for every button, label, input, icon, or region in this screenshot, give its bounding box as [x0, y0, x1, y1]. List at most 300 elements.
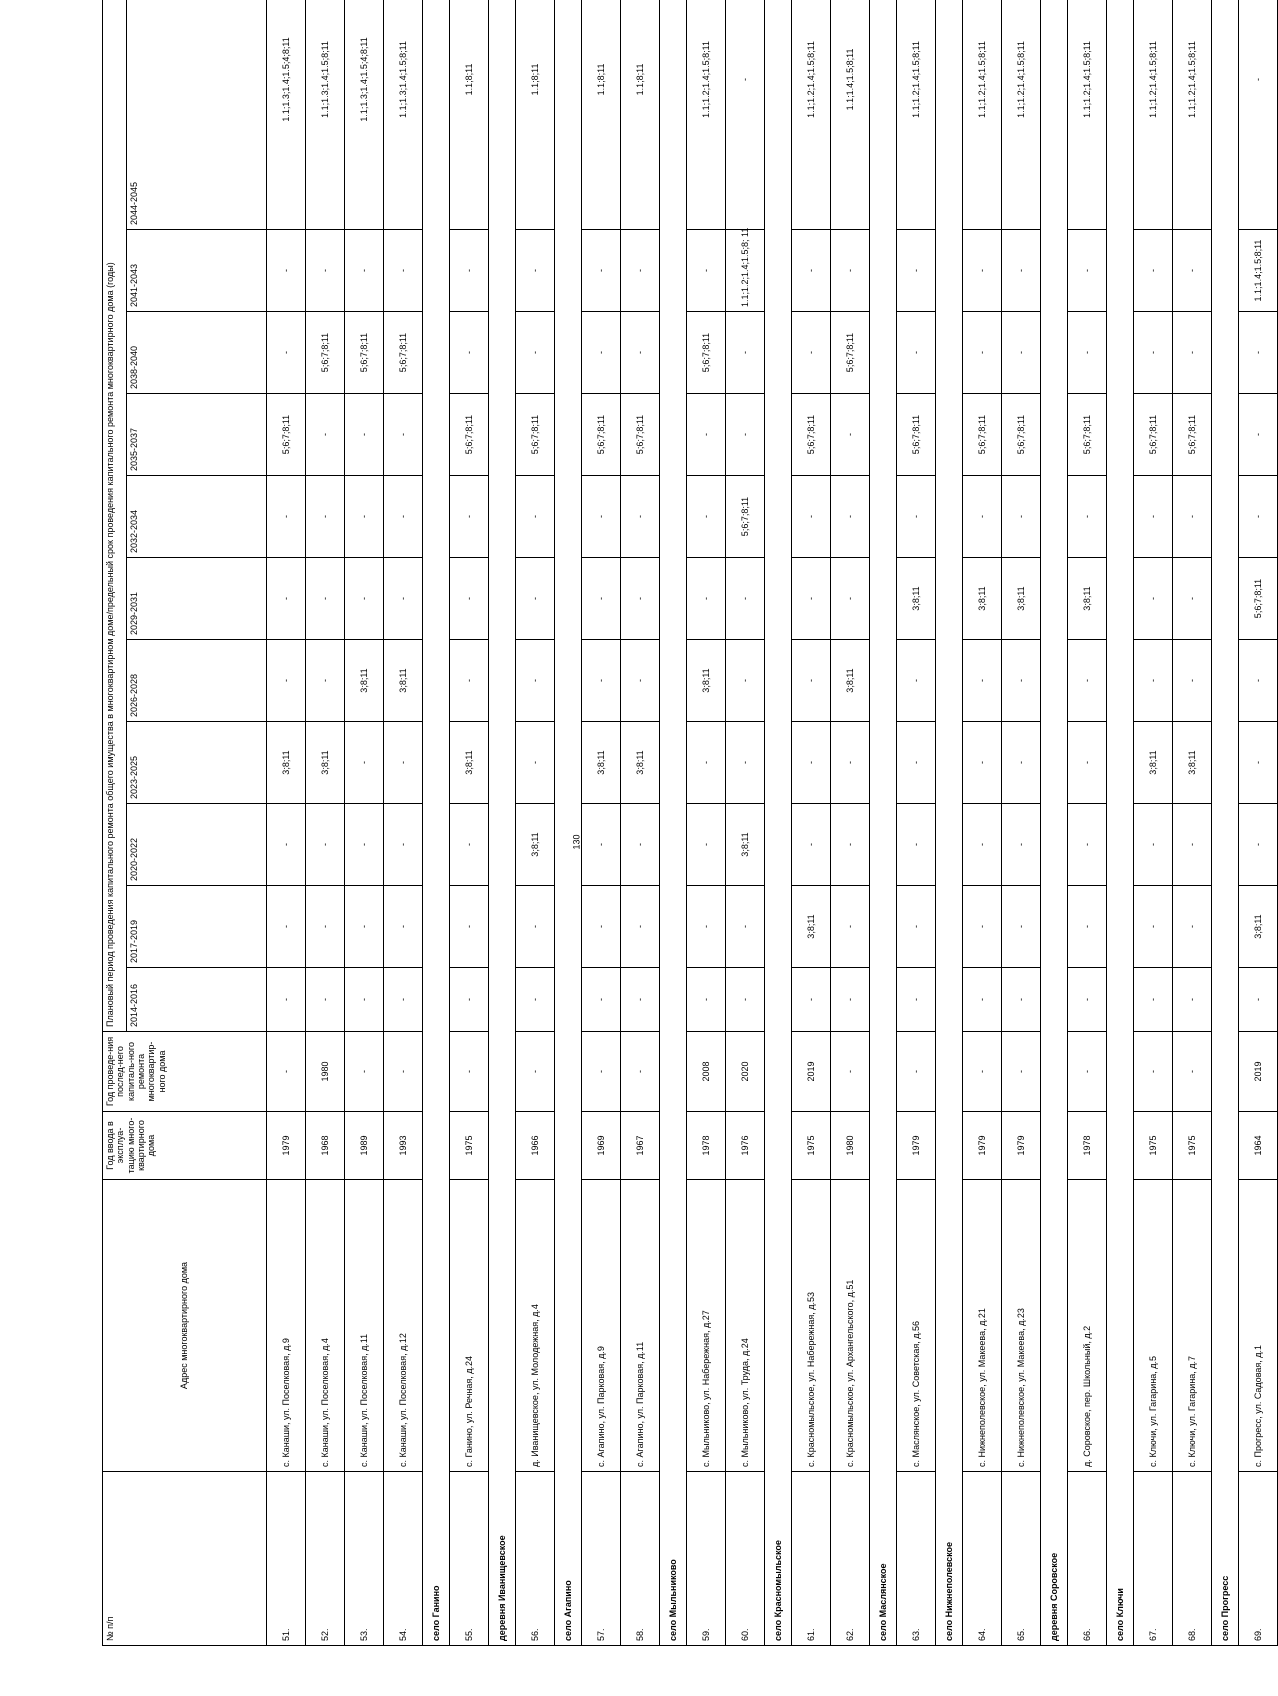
period-value: 3;8;11 — [1068, 558, 1107, 640]
period-value: - — [384, 804, 423, 886]
period-value: - — [516, 476, 555, 558]
row-number: 61. — [792, 1472, 831, 1646]
period-value: 5;6;7;8;11 — [963, 394, 1002, 476]
period-value: - — [687, 230, 726, 312]
period-value: 3;8;11 — [345, 640, 384, 722]
house-address: с. Маслянское, ул. Советская, д.56 — [897, 1180, 936, 1472]
group-label: село Красномыльское — [765, 0, 792, 1646]
group-label: село Маслянское — [870, 0, 897, 1646]
row-number: 68. — [1173, 1472, 1212, 1646]
period-value: - — [1134, 558, 1173, 640]
period-value: 3;8;11 — [267, 722, 306, 804]
period-value: - — [582, 312, 621, 394]
period-value: 5;6;7;8;11 — [1068, 394, 1107, 476]
period-value: - — [1134, 640, 1173, 722]
house-address: с. Канаши, ул. Поселковая, д.11 — [345, 1180, 384, 1472]
period-value: 5;6;7;8;11 — [1173, 394, 1212, 476]
period-value: - — [1173, 968, 1212, 1032]
period-value: - — [621, 640, 660, 722]
year-commission: 1967 — [621, 1112, 660, 1180]
period-value: - — [516, 968, 555, 1032]
header-period: 2032-2034 — [127, 476, 267, 558]
house-address: д. Соровское, пер. Школьный, д.2 — [1068, 1180, 1107, 1472]
period-value: - — [582, 476, 621, 558]
header-period: 2023-2025 — [127, 722, 267, 804]
period-value: - — [516, 722, 555, 804]
period-value: - — [306, 640, 345, 722]
year-last-repair: - — [345, 1032, 384, 1112]
year-commission: 1989 — [345, 1112, 384, 1180]
period-value: - — [306, 476, 345, 558]
period-value: 3;8;11 — [306, 722, 345, 804]
period-value: - — [267, 558, 306, 640]
header-period: 2044-2045 — [127, 0, 267, 230]
repair-schedule-table — [102, 0, 1278, 1646]
year-last-repair: - — [1134, 1032, 1173, 1112]
row-number: 60. — [726, 1472, 765, 1646]
period-value: 3;8;11 — [621, 722, 660, 804]
period-value: - — [726, 312, 765, 394]
year-last-repair: - — [450, 1032, 489, 1112]
period-value: - — [450, 968, 489, 1032]
year-commission: 1978 — [687, 1112, 726, 1180]
year-commission: 1975 — [1134, 1112, 1173, 1180]
year-last-repair: - — [963, 1032, 1002, 1112]
header-period: 2038-2040 — [127, 312, 267, 394]
table-row — [1239, 0, 1278, 1646]
period-value: - — [345, 476, 384, 558]
year-last-repair: - — [621, 1032, 660, 1112]
period-value: - — [450, 312, 489, 394]
period-value: - — [726, 0, 765, 230]
period-value: - — [1068, 230, 1107, 312]
period-value: - — [582, 886, 621, 968]
period-value: 1.1;1.4;1.5;8;11 — [831, 0, 870, 230]
period-value: - — [963, 804, 1002, 886]
table-row — [687, 0, 726, 1646]
period-value: - — [582, 640, 621, 722]
period-value: - — [450, 886, 489, 968]
period-value: - — [1002, 722, 1041, 804]
period-value: 1.1;8;11 — [516, 0, 555, 230]
period-value: 5;6;7;8;11 — [687, 312, 726, 394]
year-last-repair: - — [267, 1032, 306, 1112]
group-row — [870, 0, 897, 1646]
period-value: - — [897, 886, 936, 968]
period-value: - — [963, 476, 1002, 558]
period-value: - — [450, 640, 489, 722]
row-number: 66. — [1068, 1472, 1107, 1646]
period-value: - — [582, 230, 621, 312]
year-last-repair: 2020 — [726, 1032, 765, 1112]
period-value: 3;8;11 — [963, 558, 1002, 640]
period-value: - — [1239, 722, 1278, 804]
table-row — [582, 0, 621, 1646]
period-value: - — [792, 312, 831, 394]
period-value: - — [621, 230, 660, 312]
house-address: с. Красномыльское, ул. Набережная, д.53 — [792, 1180, 831, 1472]
period-value: - — [1068, 640, 1107, 722]
period-value: - — [306, 968, 345, 1032]
year-commission: 1979 — [267, 1112, 306, 1180]
page-number: 130 — [572, 834, 582, 850]
period-value: - — [450, 230, 489, 312]
period-value: - — [582, 968, 621, 1032]
row-number: 64. — [963, 1472, 1002, 1646]
period-value: - — [687, 558, 726, 640]
house-address: с. Мыльниково, ул. Труда, д.24 — [726, 1180, 765, 1472]
period-value: 3;8;11 — [897, 558, 936, 640]
period-value: 1.1;1.3;1.4;1.5;8;11 — [306, 0, 345, 230]
year-last-repair: 2019 — [1239, 1032, 1278, 1112]
house-address: с. Красномыльское, ул. Архангельского, д.51 — [831, 1180, 870, 1472]
row-number: 59. — [687, 1472, 726, 1646]
period-value: - — [1068, 476, 1107, 558]
period-value: - — [1002, 312, 1041, 394]
house-address: с. Канаши, ул. Поселковая, д.4 — [306, 1180, 345, 1472]
group-row — [489, 0, 516, 1646]
table-row — [516, 0, 555, 1646]
year-commission: 1979 — [1002, 1112, 1041, 1180]
period-value: - — [897, 230, 936, 312]
period-value: 1.1;1.2;1.4;1.5;8;11 — [1173, 0, 1212, 230]
period-value: - — [1239, 476, 1278, 558]
house-address: с. Ганино, ул. Речная, д.24 — [450, 1180, 489, 1472]
table-row — [450, 0, 489, 1646]
period-value: - — [516, 558, 555, 640]
period-value: 3;8;11 — [792, 886, 831, 968]
header-period: 2014-2016 — [127, 968, 267, 1032]
period-value: - — [306, 804, 345, 886]
period-value: - — [897, 804, 936, 886]
period-value: - — [267, 230, 306, 312]
period-value: 3;8;11 — [831, 640, 870, 722]
period-value: - — [1068, 804, 1107, 886]
header-num: № п/п — [103, 1472, 267, 1646]
period-value: 1.1;1.4;1.5;8;11 — [1239, 230, 1278, 312]
house-address: с. Прогресс, ул. Садовая, д.1 — [1239, 1180, 1278, 1472]
year-commission: 1968 — [306, 1112, 345, 1180]
period-value: 5;6;7;8;11 — [450, 394, 489, 476]
row-number: 65. — [1002, 1472, 1041, 1646]
period-value: - — [384, 476, 423, 558]
group-row — [555, 0, 582, 1646]
group-label: деревня Соровское — [1041, 0, 1068, 1646]
period-value: 1.1;1.2;1.4;1.5;8;11 — [687, 0, 726, 230]
period-value: - — [831, 968, 870, 1032]
period-value: - — [450, 476, 489, 558]
period-value: 3;8;11 — [1239, 886, 1278, 968]
period-value: - — [1134, 886, 1173, 968]
period-value: - — [897, 476, 936, 558]
group-row — [660, 0, 687, 1646]
period-value: - — [1068, 312, 1107, 394]
period-value: - — [516, 640, 555, 722]
period-value: - — [726, 722, 765, 804]
period-value: - — [1002, 640, 1041, 722]
year-last-repair: - — [384, 1032, 423, 1112]
period-value: - — [1068, 722, 1107, 804]
period-value: - — [792, 558, 831, 640]
table-row — [1173, 0, 1212, 1646]
period-value: - — [726, 394, 765, 476]
period-value: - — [1239, 640, 1278, 722]
period-value: - — [384, 968, 423, 1032]
year-commission: 1966 — [516, 1112, 555, 1180]
period-value: 1.1;1.3;1.4;1.5;8;11 — [384, 0, 423, 230]
group-label: село Мыльниково — [660, 0, 687, 1646]
table-row — [831, 0, 870, 1646]
period-value: 5;6;7;8;11 — [897, 394, 936, 476]
row-number: 52. — [306, 1472, 345, 1646]
year-commission: 1969 — [582, 1112, 621, 1180]
period-value: - — [621, 312, 660, 394]
period-value: - — [792, 968, 831, 1032]
year-commission: 1975 — [450, 1112, 489, 1180]
period-value: - — [384, 558, 423, 640]
period-value: 5;6;7;8;11 — [792, 394, 831, 476]
period-value: - — [516, 230, 555, 312]
year-commission: 1975 — [792, 1112, 831, 1180]
house-address: с. Нижнеполевское, ул. Макеева, д.23 — [1002, 1180, 1041, 1472]
house-address: с. Нижнеполевское, ул. Макеева, д.21 — [963, 1180, 1002, 1472]
house-address: д. Иванищевское, ул. Молодежная, д.4 — [516, 1180, 555, 1472]
period-value: - — [1002, 476, 1041, 558]
group-label: село Нижнеполевское — [936, 0, 963, 1646]
group-label: село Ганино — [423, 0, 450, 1646]
period-value: - — [345, 804, 384, 886]
year-last-repair: - — [582, 1032, 621, 1112]
period-value: 5;6;7;8;11 — [1239, 558, 1278, 640]
period-value: - — [516, 312, 555, 394]
period-value: - — [1239, 968, 1278, 1032]
period-value: - — [267, 476, 306, 558]
house-address: с. Агапино, ул. Парковая, д.9 — [582, 1180, 621, 1472]
row-number: 63. — [897, 1472, 936, 1646]
period-value: - — [345, 968, 384, 1032]
period-value: 3;8;11 — [1173, 722, 1212, 804]
period-value: 1.1;8;11 — [450, 0, 489, 230]
period-value: - — [726, 640, 765, 722]
row-number: 62. — [831, 1472, 870, 1646]
period-value: - — [621, 968, 660, 1032]
period-value: - — [1239, 394, 1278, 476]
period-value: 1.1;1.2;1.4;1.5;8;11 — [1134, 0, 1173, 230]
header-period: 2041-2043 — [127, 230, 267, 312]
period-value: - — [1134, 476, 1173, 558]
rotated-table-wrapper — [102, 32, 1263, 1646]
period-value: 1.1;1.2;1.4;1.5;8;11 — [1068, 0, 1107, 230]
header-year-commission: Год ввода в эксплуа-тацию много-квартирного дома — [103, 1112, 267, 1180]
row-number: 54. — [384, 1472, 423, 1646]
group-label: село Агапино — [555, 0, 582, 1646]
period-value: - — [726, 886, 765, 968]
period-value: - — [1173, 312, 1212, 394]
period-value: 5;6;7;8;11 — [1002, 394, 1041, 476]
header-period: 2026-2028 — [127, 640, 267, 722]
period-value: - — [345, 394, 384, 476]
period-value: - — [1173, 558, 1212, 640]
house-address: с. Агапино, ул. Парковая, д.11 — [621, 1180, 660, 1472]
year-commission: 1993 — [384, 1112, 423, 1180]
period-value: - — [831, 394, 870, 476]
period-value: 5;6;7;8;11 — [831, 312, 870, 394]
house-address: с. Ключи, ул. Гагарина, д.5 — [1134, 1180, 1173, 1472]
period-value: - — [1134, 968, 1173, 1032]
group-row — [423, 0, 450, 1646]
period-value: 5;6;7;8;11 — [726, 476, 765, 558]
year-last-repair: - — [1173, 1032, 1212, 1112]
period-value: - — [792, 722, 831, 804]
period-value: - — [306, 886, 345, 968]
row-number: 67. — [1134, 1472, 1173, 1646]
period-value: - — [1173, 640, 1212, 722]
period-value: - — [1002, 804, 1041, 886]
period-value: - — [1134, 804, 1173, 886]
year-last-repair: - — [831, 1032, 870, 1112]
year-last-repair: 2008 — [687, 1032, 726, 1112]
header-period: 2017-2019 — [127, 886, 267, 968]
period-value: - — [963, 968, 1002, 1032]
period-value: 3;8;11 — [726, 804, 765, 886]
header-year-last-repair: Год проведе-ния послед-него капиталь-ного ремонта многоквартир-ного дома — [103, 1032, 267, 1112]
period-value: - — [687, 722, 726, 804]
period-value: - — [897, 312, 936, 394]
header-period: 2020-2022 — [127, 804, 267, 886]
period-value: 5;6;7;8;11 — [345, 312, 384, 394]
period-value: - — [687, 476, 726, 558]
period-value: - — [792, 804, 831, 886]
period-value: - — [963, 886, 1002, 968]
period-value: 3;8;11 — [450, 722, 489, 804]
row-number: 56. — [516, 1472, 555, 1646]
period-value: 1.1;1.2;1.4;1.5;8; 11 — [726, 230, 765, 312]
period-value: - — [384, 230, 423, 312]
period-value: 3;8;11 — [687, 640, 726, 722]
period-value: 3;8;11 — [516, 804, 555, 886]
group-row — [1041, 0, 1068, 1646]
period-value: - — [345, 722, 384, 804]
period-value: - — [726, 968, 765, 1032]
table-row — [897, 0, 936, 1646]
period-value: - — [621, 804, 660, 886]
year-commission: 1979 — [897, 1112, 936, 1180]
period-value: - — [687, 886, 726, 968]
period-value: - — [267, 312, 306, 394]
period-value: 5;6;7;8;11 — [582, 394, 621, 476]
period-value: - — [345, 230, 384, 312]
header-address: Адрес многоквартирного дома — [103, 1180, 267, 1472]
period-value: - — [963, 640, 1002, 722]
year-commission: 1979 — [963, 1112, 1002, 1180]
period-value: 5;6;7;8;11 — [384, 312, 423, 394]
period-value: - — [897, 968, 936, 1032]
period-value: 1.1;1.3;1.4;1.5;4;8;11 — [267, 0, 306, 230]
year-last-repair: - — [516, 1032, 555, 1112]
period-value: - — [897, 640, 936, 722]
house-address: с. Ключи, ул. Гагарина, д.7 — [1173, 1180, 1212, 1472]
table-row — [1002, 0, 1041, 1646]
year-commission: 1964 — [1239, 1112, 1278, 1180]
document-sheet — [102, 32, 1263, 1646]
year-last-repair: 1980 — [306, 1032, 345, 1112]
group-row — [765, 0, 792, 1646]
period-value: - — [1173, 476, 1212, 558]
period-value: - — [963, 312, 1002, 394]
row-number: 58. — [621, 1472, 660, 1646]
period-value: 3;8;11 — [1002, 558, 1041, 640]
table-row — [726, 0, 765, 1646]
year-commission: 1976 — [726, 1112, 765, 1180]
period-value: - — [345, 558, 384, 640]
group-label: деревня Иванищевское — [489, 0, 516, 1646]
period-value: 1.1;8;11 — [582, 0, 621, 230]
period-value: - — [1134, 230, 1173, 312]
period-value: - — [687, 394, 726, 476]
period-value: - — [582, 558, 621, 640]
period-value: - — [1134, 312, 1173, 394]
group-row — [1212, 0, 1239, 1646]
year-last-repair: 2019 — [792, 1032, 831, 1112]
header-period-title: Плановый период проведения капитального ремонта общего имущества в многоквартирном доме/предельный срок проведения капитального ремонта многоквартирного дома (годы) — [103, 0, 127, 1032]
period-value: - — [450, 804, 489, 886]
period-value: 3;8;11 — [582, 722, 621, 804]
period-value: - — [1239, 312, 1278, 394]
period-value: - — [1068, 886, 1107, 968]
period-value: 1.1;1.2;1.4;1.5;8;11 — [792, 0, 831, 230]
period-value: - — [1002, 230, 1041, 312]
period-value: - — [267, 968, 306, 1032]
period-value: - — [1173, 886, 1212, 968]
table-row — [963, 0, 1002, 1646]
period-value: - — [621, 886, 660, 968]
period-value: - — [1173, 230, 1212, 312]
period-value: - — [516, 886, 555, 968]
period-value: 5;6;7;8;11 — [267, 394, 306, 476]
period-value: - — [963, 230, 1002, 312]
table-row — [1134, 0, 1173, 1646]
period-value: - — [306, 230, 345, 312]
period-value: - — [1239, 0, 1278, 230]
house-address: с. Мыльниково, ул. Набережная, д.27 — [687, 1180, 726, 1472]
period-value: - — [267, 886, 306, 968]
group-row — [936, 0, 963, 1646]
period-value: - — [726, 558, 765, 640]
year-last-repair: - — [1068, 1032, 1107, 1112]
year-commission: 1978 — [1068, 1112, 1107, 1180]
year-last-repair: - — [1002, 1032, 1041, 1112]
period-value: - — [267, 640, 306, 722]
period-value: - — [687, 804, 726, 886]
table-row — [621, 0, 660, 1646]
row-number: 57. — [582, 1472, 621, 1646]
table-row — [345, 0, 384, 1646]
period-value: - — [792, 640, 831, 722]
table-row — [267, 0, 306, 1646]
period-value: 5;6;7;8;11 — [516, 394, 555, 476]
period-value: - — [687, 968, 726, 1032]
period-value: 5;6;7;8;11 — [1134, 394, 1173, 476]
house-address: с. Канаши, ул. Поселковая, д.12 — [384, 1180, 423, 1472]
year-last-repair: - — [897, 1032, 936, 1112]
period-value: - — [306, 558, 345, 640]
row-number: 53. — [345, 1472, 384, 1646]
period-value: - — [1068, 968, 1107, 1032]
period-value: 1.1;1.2;1.4;1.5;8;11 — [963, 0, 1002, 230]
table-row — [1068, 0, 1107, 1646]
period-value: - — [345, 886, 384, 968]
period-value: - — [831, 558, 870, 640]
